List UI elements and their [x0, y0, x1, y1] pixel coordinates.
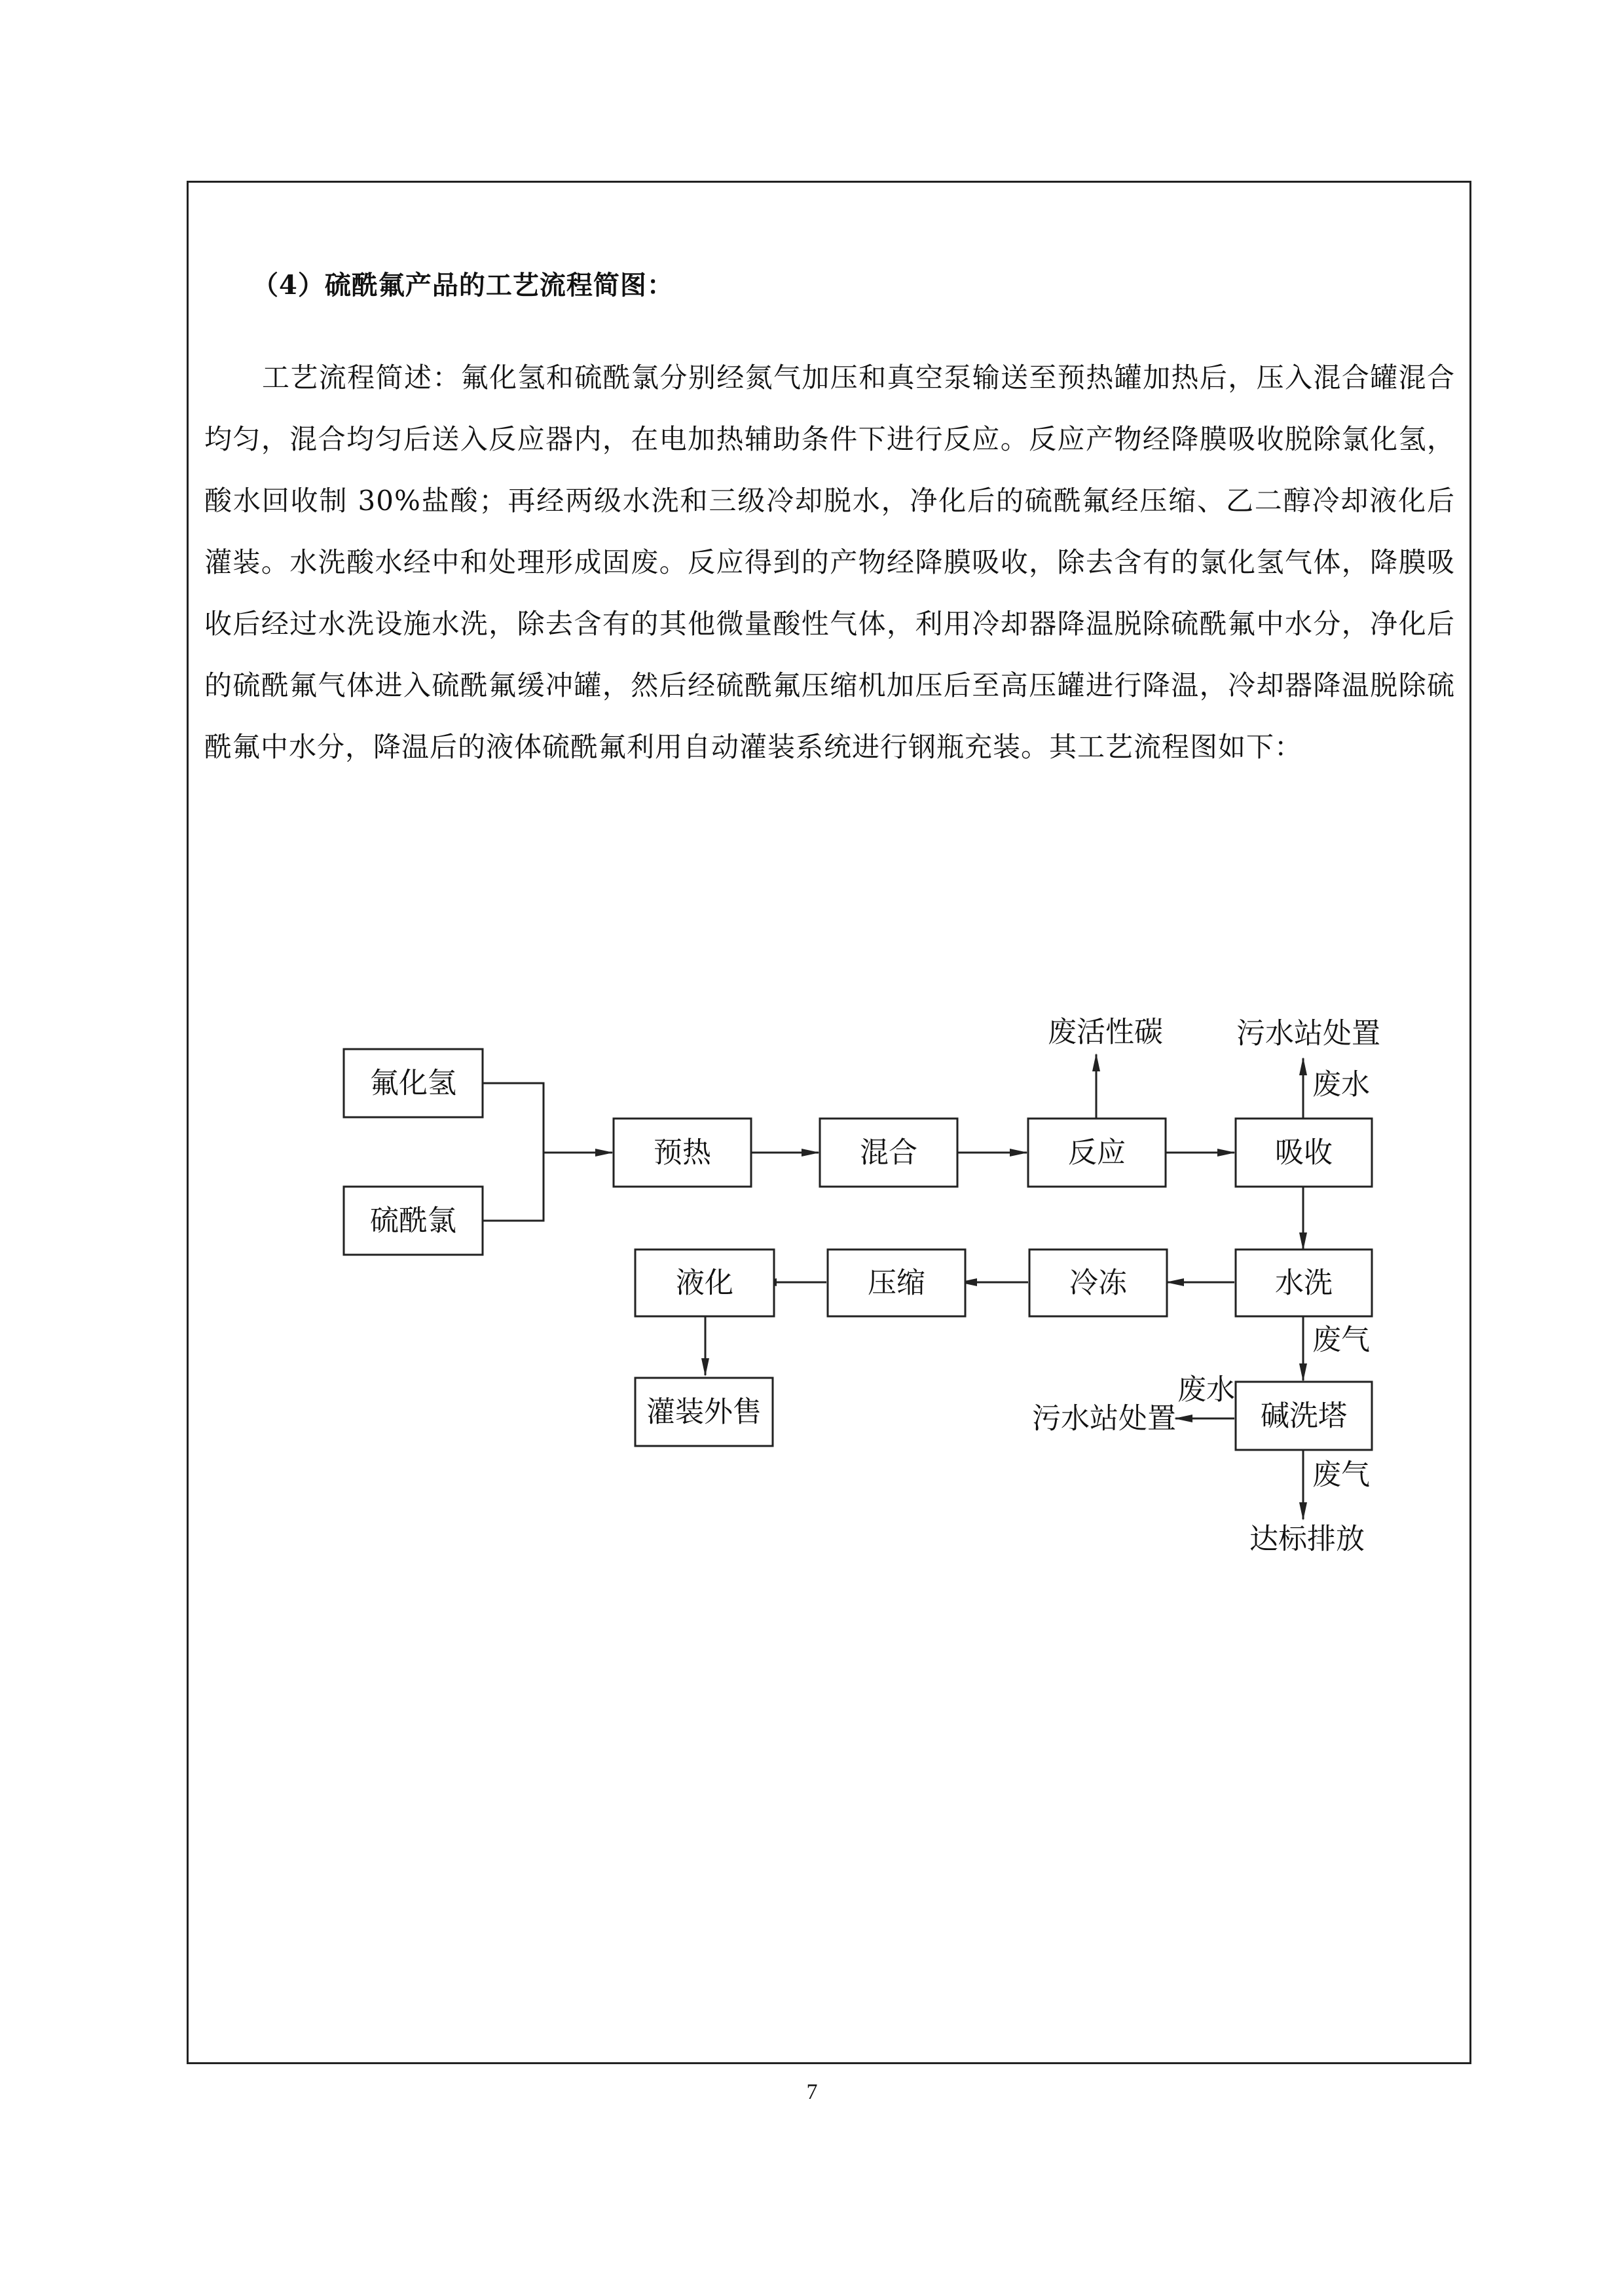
box-freeze	[1029, 1250, 1167, 1316]
box-wash-label: 水洗	[1275, 1266, 1333, 1300]
box-so2cl2-label: 硫酰氯	[370, 1204, 456, 1238]
box-mix	[820, 1119, 957, 1187]
section-heading: （4）硫酰氟产品的工艺流程简图：	[252, 270, 674, 301]
label-sewage-station-side: 污水站处置	[1032, 1401, 1176, 1435]
label-waste-gas-1: 废气	[1312, 1323, 1370, 1357]
box-hf-label: 氟化氢	[370, 1066, 456, 1100]
box-alkali-tower-label: 碱洗塔	[1261, 1399, 1347, 1433]
label-emission: 达标排放	[1249, 1522, 1365, 1556]
box-hf	[344, 1049, 483, 1117]
label-waste-water-top: 废水	[1312, 1067, 1370, 1102]
box-react-label: 反应	[1068, 1136, 1126, 1170]
box-freeze-label: 冷冻	[1069, 1266, 1127, 1300]
feed-merge-line	[483, 1083, 544, 1221]
box-so2cl2	[344, 1187, 483, 1255]
box-compress	[828, 1250, 965, 1316]
process-description: 工艺流程简述：氟化氢和硫酰氯分别经氮气加压和真空泵输送至预热罐加热后，压入混合罐混合均匀，混合均匀后送入反应器内，在电加热辅助条件下进行反应。反应产物经降膜吸收脱除氯化氢，酸水回收制 30%盐酸；再经两级水洗和三级冷却脱水，净化后的硫酰氟经压缩、乙二醇冷却液化后灌装。水洗酸水经中和处理形成固废。反应得到的产物经降膜吸收，除去含有的氯化氢气体，降膜吸收后经过水洗设施水洗，除去含有的其他微量酸性气体，利用冷却器降温脱除硫酰氟中水分，净化后的硫酰氟气体进入硫酰氟缓冲罐，然后经硫酰氟压缩机加压后至高压罐进行降温，冷却器降温脱除硫酰氟中水分，降温后的液体硫酰氟利用自动灌装系统进行钢瓶充装。其工艺流程图如下：	[204, 361, 1455, 763]
box-wash	[1236, 1250, 1372, 1316]
label-waste-gas-2: 废气	[1312, 1458, 1370, 1492]
box-preheat-label: 预热	[654, 1136, 711, 1170]
label-waste-carbon: 废活性碳	[1048, 1015, 1163, 1049]
box-react	[1028, 1119, 1166, 1187]
box-absorb	[1236, 1119, 1372, 1187]
box-alkali-tower	[1236, 1382, 1372, 1450]
label-waste-water-side: 废水	[1177, 1373, 1235, 1407]
box-fill-sell-label: 灌装外售	[646, 1395, 762, 1429]
box-liquefy	[635, 1250, 774, 1316]
page-number: 7	[806, 2080, 818, 2104]
label-sewage-station-top: 污水站处置	[1236, 1016, 1380, 1050]
box-preheat	[614, 1119, 751, 1187]
box-compress-label: 压缩	[868, 1266, 925, 1300]
box-liquefy-label: 液化	[676, 1266, 733, 1300]
box-absorb-label: 吸收	[1275, 1136, 1333, 1170]
box-fill-sell	[635, 1378, 773, 1446]
box-mix-label: 混合	[860, 1136, 917, 1170]
